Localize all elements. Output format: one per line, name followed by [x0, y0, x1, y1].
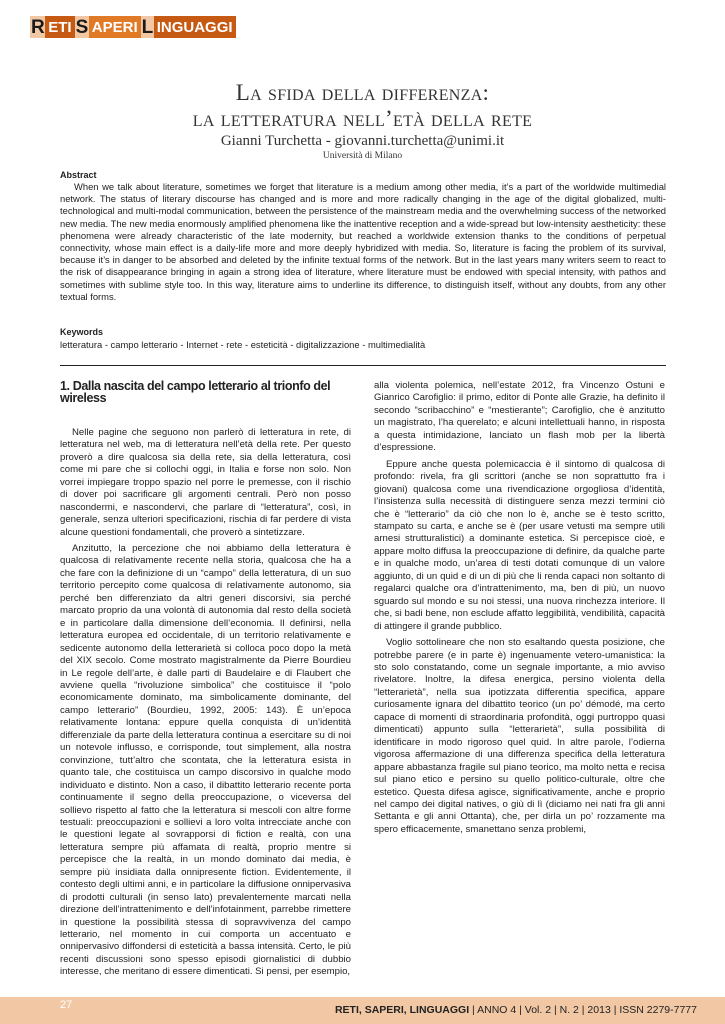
- paragraph-4: Voglio sottolineare che non sto esaltando questa posizione, che potrebbe parere (e in parte è) ingenuamente vetero-umanistica: la sto solo constatando, come un segnale importante, a mio avviso rivelatore. Inoltre, la difesa energica, persino violenta della “letterarietà”, nella sua ipotizzata differentia specifica, appare curiosamente ignara del dibattito teorico (un po’ démodé, ma certo capace di momenti di straordinaria profondità, oggi purtroppo quasi dimenticati) appunto sulla “letterarietà”, sulla possibilità di identificare in modo rigoroso quel quid. In altre parole, l’odierna vigorosa affermazione di una differenza specifica della letteratura appare abbastanza fragile sul piano teorico, ma molto netta e recisa sul piano etico e persino su quello politico-culturale, oltre che estetico. Questa difesa agisce, significativamente, anche e proprio nel campo dei digital natives, o giù di lì (diciamo nei nati fra gli anni Settanta e gli anni Ottanta), che, per dirla un po’ rozzamente ma spero efficacemente, smanettano senza problemi,: [374, 637, 665, 835]
- keywords-heading: Keywords: [60, 327, 104, 337]
- journal-logo: [30, 16, 236, 38]
- logo-part-aperi: APERI: [89, 16, 141, 38]
- paragraph-2: Anzitutto, la percezione che noi abbiamo della letteratura è qualcosa di relativamente recente nella storia, qualcosa che ha a che fare con la definizione di un “campo” della letteratura, di un suo territorio percepito come qualcosa di relativamente autonomo, sia perché ben differenziato da altri generi discorsivi, sia perché marcato proprio da una volontà di autonomia dal resto della società e in particolare dalla dimensione dell’economia. Il definirsi, nella letteratura europea ed occidentale, di un territorio relativamente e sedicente autonomo della letterarietà si colloca poco dopo la metà del XIX secolo. Come mostrato magistralmente da Pierre Bourdieu in Le regole dell’arte, è dalle parti di Baudelaire e di Flaubert che avviene quella “rivoluzione simbolica” che costituisce il “polo economicamente dominato, ma simbolicamente dominante, del campo letterario” (Bourdieu, 1992, 2005: 143). È un’epoca relativamente lontana: eppure quella conquista di un’identità differenziale da parte della letteratura continua a esercitare su di noi un notevole influsso, e corrisponde, tout simplement, alla nostra convinzione, tutt’altro che scontata, che la letteratura esista in quanto tale, che costituisca un campo discorsivo in qualche modo individuato e distinto. Non a caso, il dibattito letterario recente porta continuamente il segno della preoccupazione, o viceversa del sollievo rispetto al fatto che la letteratura si mescoli con altre forme testuali: preoccupazioni e sollievi a loro volta intrecciate anche con le questioni legate al sovrapporsi di fiction e realtà, con una letteratura sempre più affamata di realtà, proprio mentre si percepisce che la realtà, in un mondo dominato dai media, è sempre più insidiata dalla onnipresente fiction. Evidentemente, il contesto degli ultimi anni, e in particolare la diffusione onnipervasiva di prodotti culturali (in senso lato) prevalentemente marcati nella direzione dell’intrattenimento e dell’infotainment, parrebbe rimettere in questione la possibilità stessa di sopravvivenza del campo letterario, nel momento in cui comporta un accentuato e onnipervasivo diffondersi di esteticità a bassa intensità. Certo, le più recenti discussioni sono spesso episodi giornalistici di dubbio interesse, che meritano di essere dimenticati. Si pensi, per esempio,: [60, 542, 351, 978]
- paragraph-1: Nelle pagine che seguono non parlerò di letteratura in rete, di letteratura nel web, ma di letteratura nell’età della rete. Per questo proverò a dire qualcosa sia della rete, sia della letteratura, così come mi pare che si collochi oggi, in Italia e forse non solo. Non vorrei impiegare troppo spazio nel porre le premesse, con il rischio di dover poi sacrificare gli argomenti centrali. Però non posso nascondermi, e nascondervi, che parlare di “letteratura”, così, in generale, senza ulteriori specificazioni, rischia di far perdere di vista alcune questioni fondamentali, che proverò a sintetizzare.: [60, 426, 351, 538]
- section-divider: [60, 365, 666, 366]
- right-column: [374, 380, 665, 836]
- abstract-text: When we talk about literature, sometimes we forget that literature is a medium among other media, it’s a part of the worldwide multimedial network. The status of literary discourse has changed and is more and more radically changing in the age of the digital globalized, multi-technological and multi-modal communication, between the persistence of the mainstream media and the overwhelming success of the networked new media. The new media enormously amplified phenomena like the inattentive reception and a wide-spread but low-intensity aestheticity: these phenomena were already characteristic of the late modernity, but reached a worldwide extension thanks to the conditions of perpetual connectivity, whose main effect is a daily-life more and more deeply hybridized with media. So, literature is facing the problem of its survival, because it’s in danger to be absorbed and deleted by the infinite textual forms of the network. But in the last years many writers seem to react to the risk of disappearance bringing in again a strong idea of literature, where literature must be endowed with special intensity, with pathos and sometimes with sublime style too. In this way, literature aims to underline its difference, to distinguish itself, without any doubts, from any other textual forms.: [60, 181, 666, 302]
- section-heading: 1. Dalla nascita del campo letterario al trionfo del wireless: [60, 379, 331, 406]
- logo-part-eti: ETI: [45, 16, 74, 38]
- paragraph-3: Eppure anche questa polemicaccia è il sintomo di qualcosa di profondo: rivela, fra gli scrittori (anche se non soprattutto fra i giovani) qualcosa come una rivendicazione orgogliosa d’identità, l’insistenza sulla necessità di distinguere senza mezzi termini ciò che è “letterario” da ciò che non lo è, anche se è testo scritto, stampato su carta, e anche se è (per usare vetusti ma sempre utili arnesi strutturalistici) a dominante estetica. Si percepisce cioè, e appare molto diffusa la preoccupazione di definire, da qualche parte e in qualche modo, un’area di testi dotati comunque di un valore aggiunto, di un quid e di un di più che li renda capaci non soltanto di regalarci qualche ora d’intrattenimento, ma, ben di più, un nuovo sguardo sul mondo e su noi stessi, una nuova rinchezza interiore. Il che, si badi bene, non esclude affatto leggibilità, vendibilità, capacità di attingere il grande pubblico.: [374, 458, 665, 632]
- affiliation: Università di Milano: [322, 151, 403, 161]
- footer-issue: | ANNO 4 | Vol. 2 | N. 2 | 2013 | ISSN 2279-7777: [469, 1004, 697, 1016]
- title-line-2: la letteratura nell’età della rete: [192, 106, 533, 131]
- left-column: [60, 376, 351, 979]
- logo-letter-l: L: [141, 16, 153, 38]
- paper-title: [0, 80, 725, 132]
- footer-citation: [335, 1004, 697, 1016]
- title-line-1: La sfida della differenza:: [235, 80, 490, 105]
- logo-part-inguaggi: INGUAGGI: [154, 16, 236, 38]
- author-line: Gianni Turchetta - giovanni.turchetta@unimi.it: [220, 133, 505, 149]
- logo-letter-s: S: [75, 16, 88, 38]
- page-number: 27: [60, 999, 73, 1011]
- paragraph-2-continued: alla violenta polemica, nell’estate 2012, fra Vincenzo Ostuni e Gianrico Carofiglio: il primo, editor di Ponte alle Grazie, ha definito il secondo “scribacchino” e “mestierante”; Carofiglio, che è anzitutto un magistrato, l’ha querelato; e alcuni intellettuali hanno, in risposta a questa intimidazione, lanciato un flash mob per la libertà d’espressione.: [374, 380, 665, 454]
- logo-letter-r: R: [31, 16, 45, 38]
- abstract-heading: Abstract: [60, 170, 97, 180]
- footer-journal: RETI, SAPERI, LINGUAGGI: [334, 1004, 470, 1016]
- keywords-text: letteratura - campo letterario - Internet - rete - esteticità - digitalizzazione - multimedialità: [60, 339, 426, 350]
